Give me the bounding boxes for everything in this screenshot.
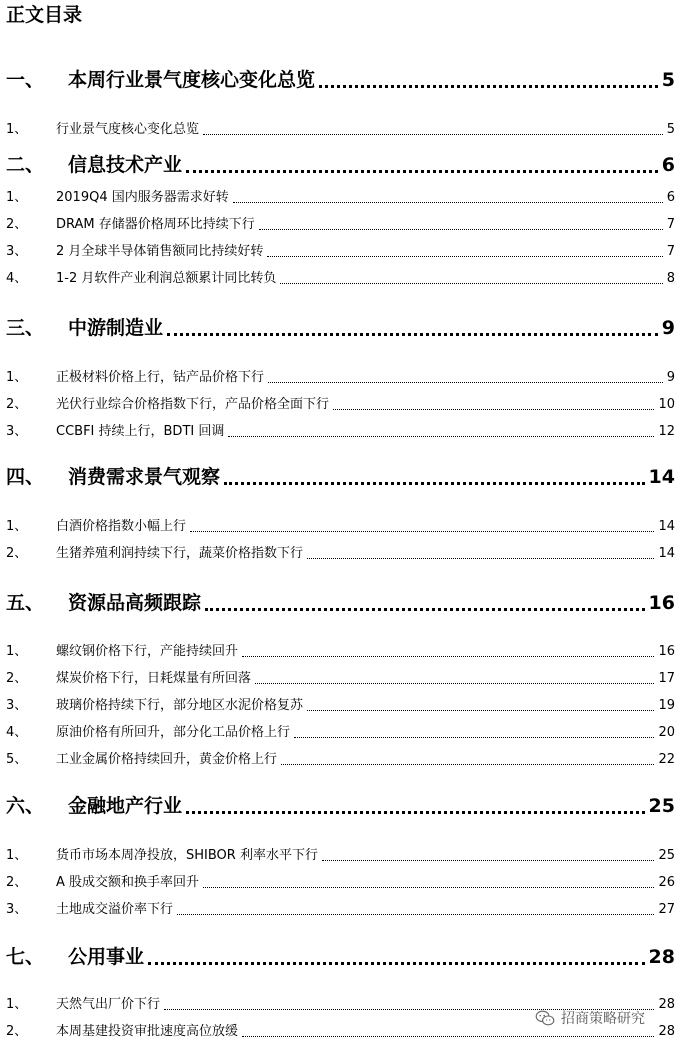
dot-leader (167, 333, 658, 336)
dot-leader (224, 482, 645, 485)
chapter-title: 信息技术产业 (68, 154, 183, 176)
toc-item-2-1[interactable] (0, 186, 685, 208)
chapter-page: 14 (648, 466, 675, 488)
toc-chapter-7[interactable] (0, 942, 685, 972)
dot-leader (186, 811, 645, 814)
dot-leader (267, 256, 662, 257)
item-page: 8 (666, 271, 675, 286)
item-number: 1、 (6, 370, 28, 385)
dot-leader (203, 134, 663, 135)
toc-item-3-3[interactable] (0, 420, 685, 442)
toc-item-4-2[interactable] (0, 542, 685, 564)
dot-leader (307, 710, 654, 711)
watermark (535, 1008, 645, 1028)
chapter-page: 5 (661, 69, 675, 91)
item-page: 16 (658, 644, 675, 659)
dot-leader (333, 409, 654, 410)
item-number: 4、 (6, 271, 28, 286)
item-title: 原油价格有所回升，部分化工品价格上行 (56, 725, 291, 740)
item-number: 2、 (6, 217, 28, 232)
chapter-title: 公用事业 (68, 946, 145, 968)
toc-chapter-4[interactable] (0, 462, 685, 492)
item-page: 10 (658, 397, 675, 412)
item-title: 正极材料价格上行，钴产品价格下行 (56, 370, 265, 385)
item-title: 天然气出厂价下行 (56, 997, 161, 1012)
toc-item-2-4[interactable] (0, 267, 685, 289)
item-number: 1、 (6, 190, 28, 205)
dot-leader (294, 737, 654, 738)
toc-item-2-2[interactable] (0, 213, 685, 235)
item-title: 土地成交溢价率下行 (56, 902, 174, 917)
item-page: 17 (658, 671, 675, 686)
item-number: 2、 (6, 397, 28, 412)
dot-leader (281, 764, 654, 765)
chapter-page: 28 (648, 946, 675, 968)
item-title: 行业景气度核心变化总览 (56, 122, 200, 137)
item-title: 生猪养殖利润持续下行，蔬菜价格指数下行 (56, 546, 304, 561)
chapter-title: 本周行业景气度核心变化总览 (68, 69, 316, 91)
dot-leader (319, 85, 658, 88)
item-page: 14 (658, 546, 675, 561)
item-title: 煤炭价格下行，日耗煤量有所回落 (56, 671, 252, 686)
item-number: 2、 (6, 875, 28, 890)
item-page: 14 (658, 519, 675, 534)
chapter-title: 消费需求景气观察 (68, 466, 221, 488)
item-number: 3、 (6, 902, 28, 917)
item-page: 22 (658, 752, 675, 767)
item-page: 7 (666, 244, 675, 259)
item-title: 货币市场本周净投放，SHIBOR 利率水平下行 (56, 848, 318, 863)
item-title: 1-2 月软件产业利润总额累计同比转负 (56, 271, 277, 286)
chapter-number: 六、 (6, 795, 45, 817)
toc-item-6-1[interactable] (0, 844, 685, 866)
toc-chapter-3[interactable] (0, 313, 685, 343)
item-number: 3、 (6, 244, 28, 259)
chapter-page: 9 (661, 317, 675, 339)
item-number: 5、 (6, 752, 28, 767)
toc-item-5-2[interactable] (0, 667, 685, 689)
item-page: 26 (658, 875, 675, 890)
item-title: 工业金属价格持续回升，黄金价格上行 (56, 752, 278, 767)
dot-leader (307, 558, 654, 559)
toc-chapter-6[interactable] (0, 791, 685, 821)
item-number: 3、 (6, 698, 28, 713)
item-title: 2019Q4 国内服务器需求好转 (56, 190, 229, 205)
item-page: 9 (666, 370, 675, 385)
item-title: 玻璃价格持续下行，部分地区水泥价格复苏 (56, 698, 304, 713)
item-title: 2 月全球半导体销售额同比持续好转 (56, 244, 264, 259)
toc-chapter-1[interactable] (0, 65, 685, 95)
dot-leader (268, 382, 663, 383)
item-title: 光伏行业综合价格指数下行，产品价格全面下行 (56, 397, 330, 412)
toc-item-5-4[interactable] (0, 721, 685, 743)
chapter-title: 资源品高频跟踪 (68, 592, 202, 614)
wechat-icon (535, 1010, 555, 1026)
toc-chapter-5[interactable] (0, 588, 685, 618)
dot-leader (280, 283, 662, 284)
chapter-page: 16 (648, 592, 675, 614)
item-page: 28 (658, 997, 675, 1012)
item-page: 25 (658, 848, 675, 863)
item-number: 2、 (6, 546, 28, 561)
chapter-number: 一、 (6, 69, 45, 91)
dot-leader (259, 229, 663, 230)
toc-item-5-1[interactable] (0, 640, 685, 662)
item-number: 4、 (6, 725, 28, 740)
watermark-text: 招商策略研究 (561, 1011, 645, 1027)
dot-leader (186, 170, 658, 173)
dot-leader (242, 1036, 654, 1037)
item-title: DRAM 存储器价格周环比持续下行 (56, 217, 255, 232)
toc-item-1-1[interactable] (0, 118, 685, 140)
item-number: 1、 (6, 997, 28, 1012)
dot-leader (190, 531, 654, 532)
chapter-number: 五、 (6, 592, 45, 614)
item-number: 1、 (6, 644, 28, 659)
chapter-title: 金融地产行业 (68, 795, 183, 817)
item-page: 20 (658, 725, 675, 740)
dot-leader (322, 860, 655, 861)
dot-leader (205, 608, 645, 611)
toc-title: 正文目录 (6, 4, 83, 26)
item-page: 28 (658, 1024, 675, 1039)
chapter-number: 四、 (6, 466, 45, 488)
item-title: 白酒价格指数小幅上行 (56, 519, 187, 534)
toc-item-3-2[interactable] (0, 393, 685, 415)
toc-item-4-1[interactable] (0, 515, 685, 537)
dot-leader (242, 656, 654, 657)
chapter-page: 6 (661, 154, 675, 176)
chapter-number: 二、 (6, 154, 45, 176)
item-number: 1、 (6, 519, 28, 534)
item-title: CCBFI 持续上行，BDTI 回调 (56, 424, 225, 439)
item-number: 1、 (6, 848, 28, 863)
dot-leader (233, 202, 663, 203)
item-page: 27 (658, 902, 675, 917)
item-title: 螺纹钢价格下行，产能持续回升 (56, 644, 239, 659)
dot-leader (228, 436, 654, 437)
item-title: 本周基建投资审批速度高位放缓 (56, 1024, 239, 1039)
chapter-page: 25 (648, 795, 675, 817)
dot-leader (177, 914, 654, 915)
item-number: 2、 (6, 671, 28, 686)
dot-leader (148, 962, 645, 965)
chapter-number: 三、 (6, 317, 45, 339)
toc-item-5-5[interactable] (0, 748, 685, 770)
item-page: 19 (658, 698, 675, 713)
item-number: 3、 (6, 424, 28, 439)
chapter-number: 七、 (6, 946, 45, 968)
toc-item-3-1[interactable] (0, 366, 685, 388)
toc-item-2-3[interactable] (0, 240, 685, 262)
toc-item-6-3[interactable] (0, 898, 685, 920)
toc-item-5-3[interactable] (0, 694, 685, 716)
item-page: 5 (666, 122, 675, 137)
toc-chapter-2[interactable] (0, 150, 685, 180)
item-page: 6 (666, 190, 675, 205)
toc-item-6-2[interactable] (0, 871, 685, 893)
dot-leader (255, 683, 654, 684)
dot-leader (203, 887, 654, 888)
chapter-title: 中游制造业 (68, 317, 164, 339)
item-page: 12 (658, 424, 675, 439)
item-title: A 股成交额和换手率回升 (56, 875, 200, 890)
item-page: 7 (666, 217, 675, 232)
item-number: 2、 (6, 1024, 28, 1039)
item-number: 1、 (6, 122, 28, 137)
